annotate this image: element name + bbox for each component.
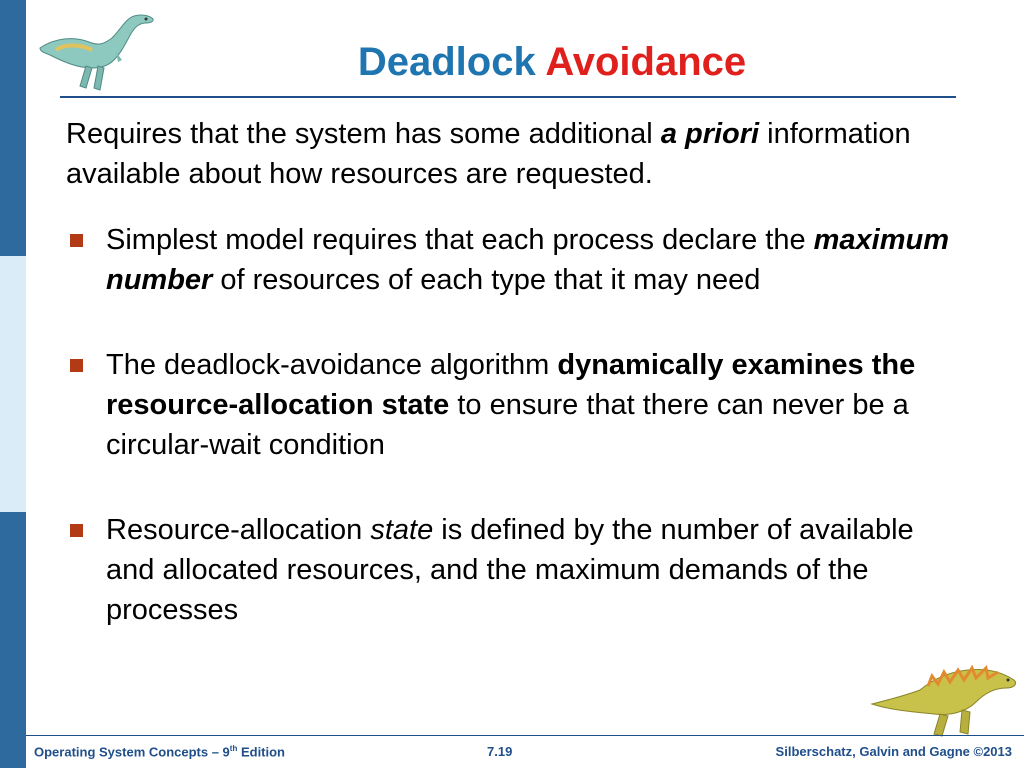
footer-book-title-prefix: Operating System Concepts – 9 — [34, 744, 230, 760]
intro-text-after: information available about how resources are requested. — [66, 118, 911, 190]
band-segment-bottom — [0, 512, 26, 768]
footer-slide-number: 7.19 — [487, 744, 513, 759]
footer-book-title — [34, 744, 285, 759]
bullet-text-before: Resource-allocation — [106, 514, 371, 546]
intro-text-before: Requires that the system has some additional — [66, 118, 661, 150]
intro-paragraph — [66, 114, 966, 194]
bullet-emphasis: maximum number — [106, 224, 950, 296]
title-divider — [60, 96, 956, 98]
left-decorative-band — [0, 0, 26, 768]
bullet-text-before: Simplest model requires that each process declare the — [106, 224, 814, 256]
square-bullet-icon — [70, 359, 83, 372]
bullet-text-after: of resources of each type that it may need — [212, 264, 761, 296]
footer-divider — [26, 735, 1024, 736]
band-segment-middle — [0, 256, 26, 512]
intro-emphasis: a priori — [660, 118, 760, 150]
title-part-avoidance: Avoidance — [545, 40, 747, 84]
bullet-item — [66, 510, 966, 630]
bullet-emphasis: state — [370, 514, 434, 546]
dinosaur-bottom-illustration — [868, 660, 1020, 740]
bullet-text-before: The deadlock-avoidance algorithm — [106, 349, 558, 381]
bullet-text-after: to ensure that there can never be a circular-wait condition — [106, 389, 909, 461]
footer-copyright: Silberschatz, Galvin and Gagne ©2013 — [775, 744, 1012, 759]
bullet-item — [66, 220, 966, 300]
bullet-text-after: is defined by the number of available and allocated resources, and the maximum demands of the processes — [106, 514, 914, 626]
footer-book-title-suffix: Edition — [237, 744, 286, 760]
bullet-emphasis: dynamically examines the resource-allocation state — [106, 349, 916, 421]
footer-book-title-superscript: th — [229, 744, 238, 753]
bullet-item — [66, 345, 966, 465]
title-part-deadlock: Deadlock — [357, 40, 536, 84]
square-bullet-icon — [70, 524, 83, 537]
bullet-list — [66, 220, 966, 630]
page-title — [0, 38, 1024, 86]
square-bullet-icon — [70, 234, 83, 247]
